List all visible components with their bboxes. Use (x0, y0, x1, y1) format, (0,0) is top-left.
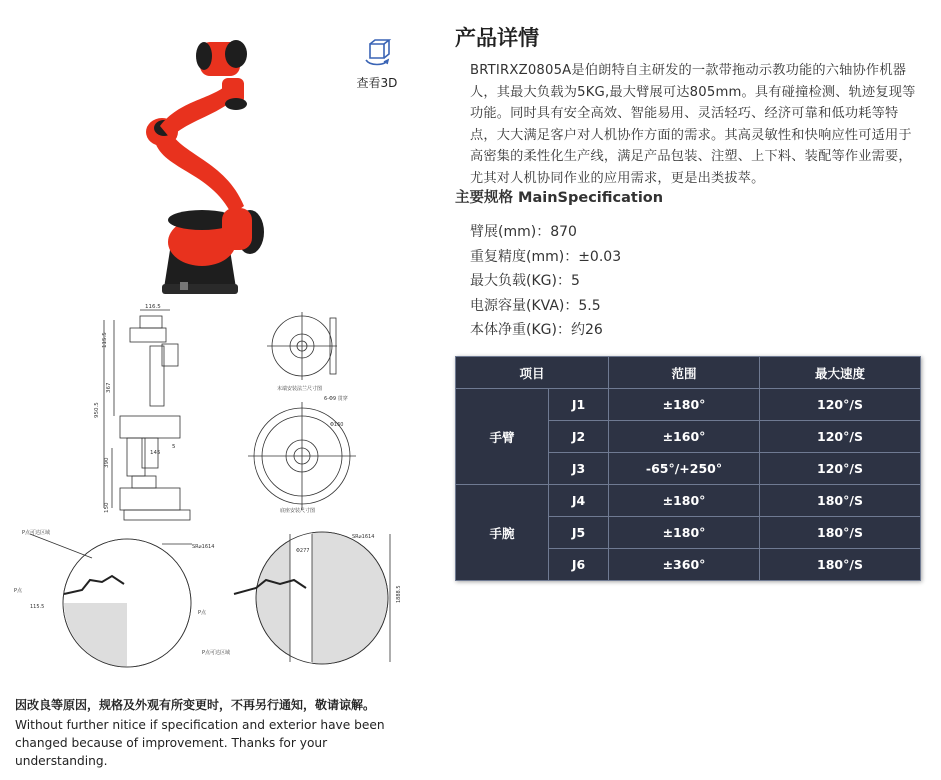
base-dim: Φ160 (330, 422, 344, 428)
table-row (456, 485, 921, 517)
cube-3d-icon (362, 38, 392, 68)
range-cell: ±180° (609, 389, 760, 421)
dim-label: 950.5 (94, 402, 100, 418)
group-label: 手臂 (456, 389, 549, 485)
view-3d-button[interactable] (352, 38, 402, 98)
view-3d-label: 查看3D (356, 76, 398, 90)
range-cell: ±360° (609, 549, 760, 581)
spec-title: 主要规格 MainSpecification (455, 190, 664, 206)
header-speed: 最大速度 (760, 357, 921, 389)
notice-english: Without further nitice if specification and exterior have been changed because of improvement. Thanks for your understanding. (15, 718, 385, 768)
spec-item: 重复精度(mm)：±0.03 (470, 248, 622, 265)
spec-item: 本体净重(KG)：约26 (470, 322, 603, 339)
range-cell: ±180° (609, 517, 760, 549)
base-note: 底座安装尺寸图 (280, 508, 316, 514)
axis-cell: J2 (549, 421, 609, 453)
dim-label: 145 (150, 450, 161, 456)
dim-label: 5 (172, 444, 176, 450)
speed-cell: 120°/S (760, 389, 921, 421)
speed-cell: 180°/S (760, 485, 921, 517)
base-dim: 6-Φ9 贯穿 (324, 396, 348, 402)
reach-area-label: P点可达区域 (22, 530, 51, 536)
header-range: 范围 (609, 357, 760, 389)
product-description: BRTIRXZ0805A是伯朗特自主研发的一款带拖动示教功能的六轴协作机器人，其最大负载为5KG,最大臂展可达805mm。具有碰撞检测、轨迹复现等功能。同时具有安全高效、智能易用、灵活轻巧、经济可靠和低功耗等特点，大大满足客户对人机协作方面的需求。其高灵敏性和快响应性可适用于高密集的柔性化生产线，满足产品包装、注塑、上下料、装配等作业需要，尤其对人机协同作业的应用需求，更是出类拔萃。 (470, 63, 916, 186)
product-title: 产品详情 (455, 26, 539, 50)
range-cell: ±180° (609, 485, 760, 517)
speed-cell: 180°/S (760, 549, 921, 581)
notice-chinese: 因改良等原因，规格及外观有所变更时，不再另行通知，敬请谅解。 (15, 698, 376, 712)
robot-arm-image (140, 20, 290, 300)
technical-drawings (12, 298, 412, 668)
joint-spec-table (455, 356, 921, 581)
axis-cell: J4 (549, 485, 609, 517)
axis-cell: J3 (549, 453, 609, 485)
table-header-row (456, 357, 921, 389)
dim-label: 115.5 (102, 332, 108, 348)
group-label: 手腕 (456, 485, 549, 581)
range-cell: ±160° (609, 421, 760, 453)
reach-area-label: P点可达区域 (202, 650, 231, 656)
reach-height-label: 1888.5 (396, 585, 402, 603)
spec-item: 臂展(mm)：870 (470, 224, 577, 240)
spec-list (470, 220, 621, 343)
dim-label: 367 (106, 382, 112, 393)
table-row (456, 389, 921, 421)
reach-point-label: P点 (198, 610, 207, 616)
dim-label: 116.5 (145, 304, 161, 310)
dim-label: 390 (104, 457, 110, 468)
header-item: 项目 (456, 357, 609, 389)
axis-cell: J6 (549, 549, 609, 581)
range-cell: -65°/+250° (609, 453, 760, 485)
reach-point-label: P点 (14, 588, 23, 594)
reach-dim-label: 115.5 (30, 604, 45, 610)
reach-radius-label: SR⌀1614 (192, 544, 215, 550)
flange-note: 末端安装法兰尺寸图 (277, 386, 323, 392)
spec-item: 电源容量(KVA)：5.5 (470, 297, 601, 314)
axis-cell: J1 (549, 389, 609, 421)
speed-cell: 120°/S (760, 453, 921, 485)
speed-cell: 180°/S (760, 517, 921, 549)
reach-inner-label: Φ277 (296, 548, 310, 554)
dim-label: 150 (104, 502, 110, 513)
axis-cell: J5 (549, 517, 609, 549)
spec-item: 最大负载(KG)：5 (470, 273, 580, 290)
reach-radius-label: SR⌀1614 (352, 534, 375, 540)
speed-cell: 120°/S (760, 421, 921, 453)
